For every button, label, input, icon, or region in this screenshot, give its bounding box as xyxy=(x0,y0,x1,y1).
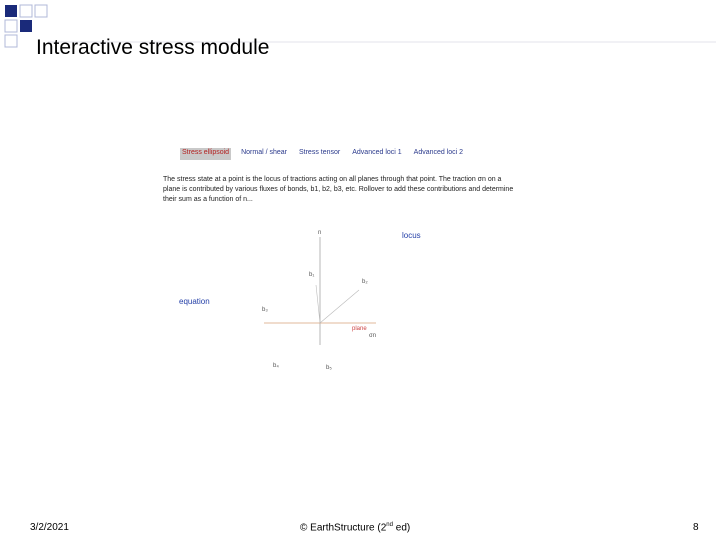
deco-square-outline xyxy=(20,5,32,17)
label-b5: b₅ xyxy=(326,365,332,371)
label-b3: b₃ xyxy=(262,307,268,313)
label-equation[interactable]: equation xyxy=(179,297,210,306)
deco-square-outline xyxy=(5,35,17,47)
tab-stress-tensor[interactable]: Stress tensor xyxy=(298,149,341,156)
vector-b1 xyxy=(316,285,320,323)
deco-square-outline xyxy=(5,20,17,32)
stress-module-screenshot xyxy=(163,145,516,380)
tab-stress-ellipsoid[interactable]: Stress ellipsoid xyxy=(180,148,231,160)
copyright-superscript: nd xyxy=(386,522,393,528)
slide-title: Interactive stress module xyxy=(36,36,270,59)
label-sigma: σn xyxy=(369,333,377,339)
footer-copyright xyxy=(300,522,410,533)
label-n: n xyxy=(318,230,322,236)
copyright-prefix: © EarthStructure (2 xyxy=(300,522,387,534)
tab-normal-shear[interactable]: Normal / shear xyxy=(241,149,287,156)
copyright-suffix: ed) xyxy=(392,522,411,534)
deco-square-outline xyxy=(35,5,47,17)
module-description: The stress state at a point is the locus of tractions acting on all planes through that point. The traction σn on a plane is contributed by various fluxes of bonds, b1, b2, b3, etc. Rollover to add these contributions and determine their sum as a function of n... xyxy=(163,176,514,203)
tab-advanced-loci-1[interactable]: Advanced loci 1 xyxy=(352,149,402,156)
label-plane: plane xyxy=(352,326,367,332)
vector-b2 xyxy=(320,290,359,323)
tab-advanced-loci-2[interactable]: Advanced loci 2 xyxy=(413,149,464,156)
footer-page-number: 8 xyxy=(693,522,699,533)
label-b2: b₂ xyxy=(362,279,368,285)
deco-square-filled xyxy=(5,5,17,17)
deco-square-filled xyxy=(20,20,32,32)
traction-diagram xyxy=(176,145,516,380)
label-b4: b₄ xyxy=(273,363,279,369)
footer-date: 3/2/2021 xyxy=(30,522,69,533)
label-b1: b₁ xyxy=(309,272,315,278)
label-locus[interactable]: locus xyxy=(402,231,421,240)
